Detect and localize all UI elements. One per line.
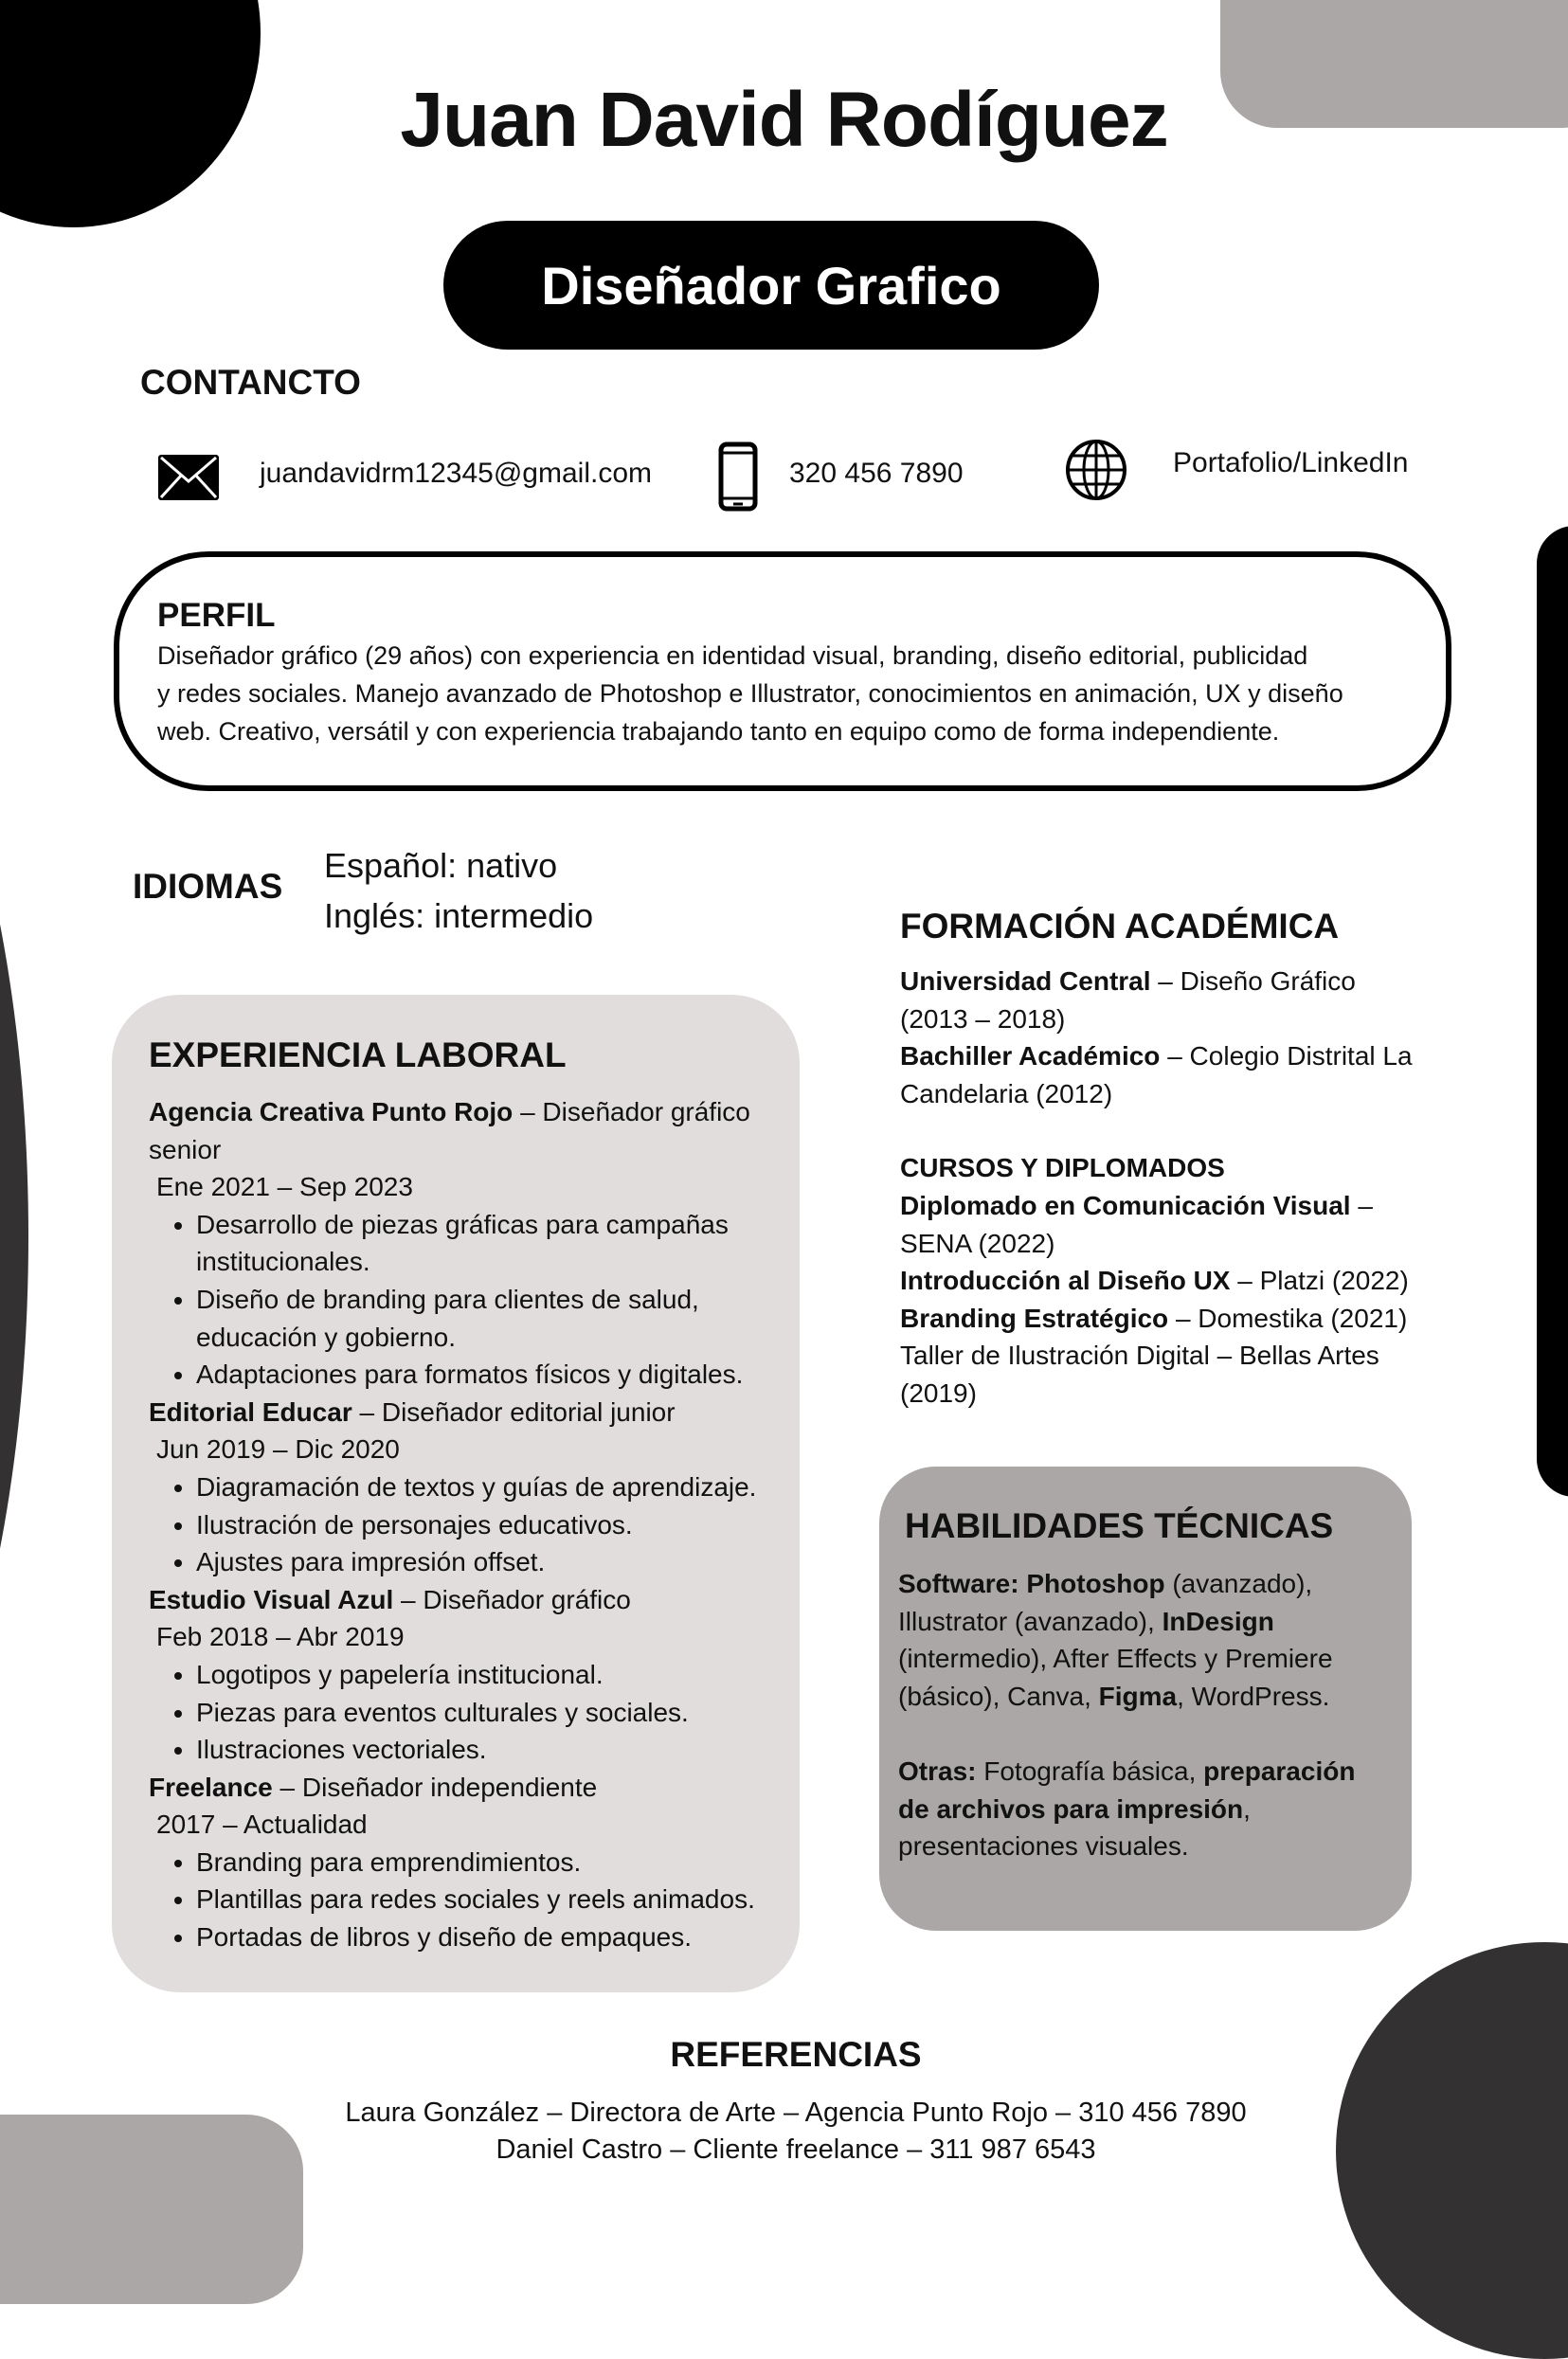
education-item	[900, 963, 1431, 1037]
language-item: Español: nativo	[324, 846, 558, 885]
list-item: • Ilustración de personajes educativos.	[196, 1506, 802, 1544]
skills-heading: HABILIDADES TÉCNICAS	[905, 1506, 1334, 1545]
decorative-bar-right	[1537, 526, 1568, 1497]
list-item: • Plantillas para redes sociales y reels animados.	[196, 1881, 802, 1918]
education-heading: FORMACIÓN ACADÉMICA	[900, 907, 1340, 945]
list-item: • Logotipos y papelería institucional.	[196, 1656, 802, 1694]
list-item: • Piezas para eventos culturales y sociales.	[196, 1694, 802, 1732]
course-detail: Taller de Ilustración Digital – Bellas Artes (2019)	[900, 1341, 1379, 1408]
list-item: • Portadas de libros y diseño de empaques.	[196, 1918, 802, 1956]
education-institution: Bachiller Académico	[900, 1041, 1161, 1071]
job-role: – Diseñador gráfico	[393, 1584, 631, 1614]
skill-photoshop: Photoshop	[1026, 1569, 1165, 1598]
education-item	[900, 1037, 1431, 1112]
list-item: • Adaptaciones para formatos físicos y digitales.	[196, 1356, 802, 1394]
job-bullets	[149, 1206, 802, 1394]
list-item: • Ilustraciones vectoriales.	[196, 1731, 802, 1769]
course-detail: – Domestika (2021)	[1168, 1303, 1408, 1333]
skill-indesign: InDesign	[1162, 1606, 1274, 1636]
globe-icon	[1065, 439, 1127, 501]
languages-heading: IDIOMAS	[133, 867, 283, 906]
job-entry	[149, 1093, 802, 1394]
phone-text: 320 456 7890	[789, 458, 964, 489]
profile-line: y redes sociales. Manejo avanzado de Photoshop e Illustrator, conocimientos en animación, UX y diseño	[157, 679, 1343, 708]
courses-heading: CURSOS Y DIPLOMADOS	[900, 1153, 1225, 1183]
job-bullets	[149, 1468, 802, 1581]
job-dates: Jun 2019 – Dic 2020	[156, 1434, 400, 1465]
email-text: juandavidrm12345@gmail.com	[260, 458, 652, 489]
job-bullets	[149, 1844, 802, 1956]
job-company: Estudio Visual Azul	[149, 1584, 394, 1614]
skill-text: Fotografía básica,	[976, 1756, 1204, 1786]
experience-heading: EXPERIENCIA LABORAL	[149, 1035, 567, 1074]
profile-text	[157, 637, 1427, 750]
other-label: Otras:	[898, 1756, 977, 1786]
list-item: • Branding para emprendimientos.	[196, 1844, 802, 1882]
other-skills	[898, 1753, 1391, 1865]
job-title-badge	[443, 221, 1099, 350]
job-dates: Ene 2021 – Sep 2023	[156, 1172, 413, 1202]
profile-line: web. Creativo, versátil y con experiencia trabajando tanto en equipo como de forma independiente.	[157, 717, 1280, 746]
job-company: Agencia Creativa Punto Rojo	[149, 1097, 514, 1126]
list-item: • Ajustes para impresión offset.	[196, 1543, 802, 1581]
job-header	[149, 1769, 802, 1807]
job-title: Diseñador Grafico	[541, 255, 1001, 315]
experience-list	[149, 1093, 802, 1956]
job-header	[149, 1093, 802, 1168]
course-item	[900, 1262, 1431, 1300]
reference-item: Laura González – Directora de Arte – Agencia Punto Rojo – 310 456 7890	[345, 2098, 1247, 2128]
reference-item: Daniel Castro – Cliente freelance – 311 987 6543	[496, 2134, 1096, 2165]
job-role: – Diseñador editorial junior	[351, 1396, 676, 1427]
job-company: Freelance	[149, 1772, 273, 1802]
candidate-name: Juan David Rodíguez	[400, 77, 1168, 163]
education-institution: Universidad Central	[900, 966, 1151, 996]
course-name: Diplomado en Comunicación Visual	[900, 1190, 1351, 1220]
course-name: Introducción al Diseño UX	[900, 1266, 1231, 1296]
course-item	[900, 1300, 1431, 1338]
list-item: • Diagramación de textos y guías de aprendizaje.	[196, 1468, 802, 1506]
portfolio-link[interactable]: Portafolio/LinkedIn	[1173, 447, 1409, 478]
course-item	[900, 1187, 1431, 1262]
decorative-arc-left	[0, 526, 28, 1947]
education-detail: – Diseño Gráfico (2013 – 2018)	[900, 966, 1356, 1034]
job-entry	[149, 1581, 802, 1769]
profile-heading: PERFIL	[157, 597, 276, 634]
skill-text: , presentaciones visuales.	[898, 1793, 1251, 1862]
job-entry	[149, 1769, 802, 1956]
software-label: Software:	[898, 1569, 1027, 1598]
job-header	[149, 1581, 802, 1619]
contact-heading: CONTANCTO	[140, 363, 361, 402]
language-item: Inglés: intermedio	[324, 896, 594, 935]
job-dates: 2017 – Actualidad	[156, 1810, 368, 1840]
skill-figma: Figma	[1098, 1681, 1178, 1711]
job-header	[149, 1394, 802, 1432]
job-dates: Feb 2018 – Abr 2019	[156, 1622, 405, 1652]
profile-line: Diseñador gráfico (29 años) con experiencia en identidad visual, branding, diseño editorial, publicidad	[157, 641, 1308, 670]
course-item	[900, 1337, 1431, 1412]
skill-print-prep: preparación de archivos para impresión	[898, 1756, 1356, 1824]
job-bullets	[149, 1656, 802, 1769]
list-item: • Desarrollo de piezas gráficas para campañas institucionales.	[196, 1206, 802, 1281]
skill-text: (avanzado), Illustrator (avanzado),	[898, 1569, 1313, 1636]
education-list	[900, 963, 1431, 1413]
envelope-icon	[158, 455, 219, 500]
course-name: Branding Estratégico	[900, 1303, 1169, 1333]
list-item: • Diseño de branding para clientes de salud, educación y gobierno.	[196, 1281, 802, 1356]
education-detail: – Colegio Distrital La Candelaria (2012)	[900, 1041, 1413, 1108]
job-entry	[149, 1394, 802, 1581]
references-heading: REFERENCIAS	[670, 2035, 922, 2074]
skill-text: (intermedio), After Effects y Premiere (básico), Canva,	[898, 1644, 1333, 1711]
course-detail: – SENA (2022)	[900, 1190, 1373, 1258]
job-role: – Diseñador independiente	[272, 1772, 598, 1802]
skill-text: , WordPress.	[1177, 1681, 1330, 1711]
skills-text	[898, 1565, 1391, 1865]
job-role: – Diseñador gráfico senior	[149, 1097, 750, 1164]
software-skills	[898, 1565, 1391, 1715]
job-company: Editorial Educar	[149, 1396, 352, 1427]
phone-icon	[718, 441, 758, 512]
course-detail: – Platzi (2022)	[1230, 1266, 1409, 1296]
